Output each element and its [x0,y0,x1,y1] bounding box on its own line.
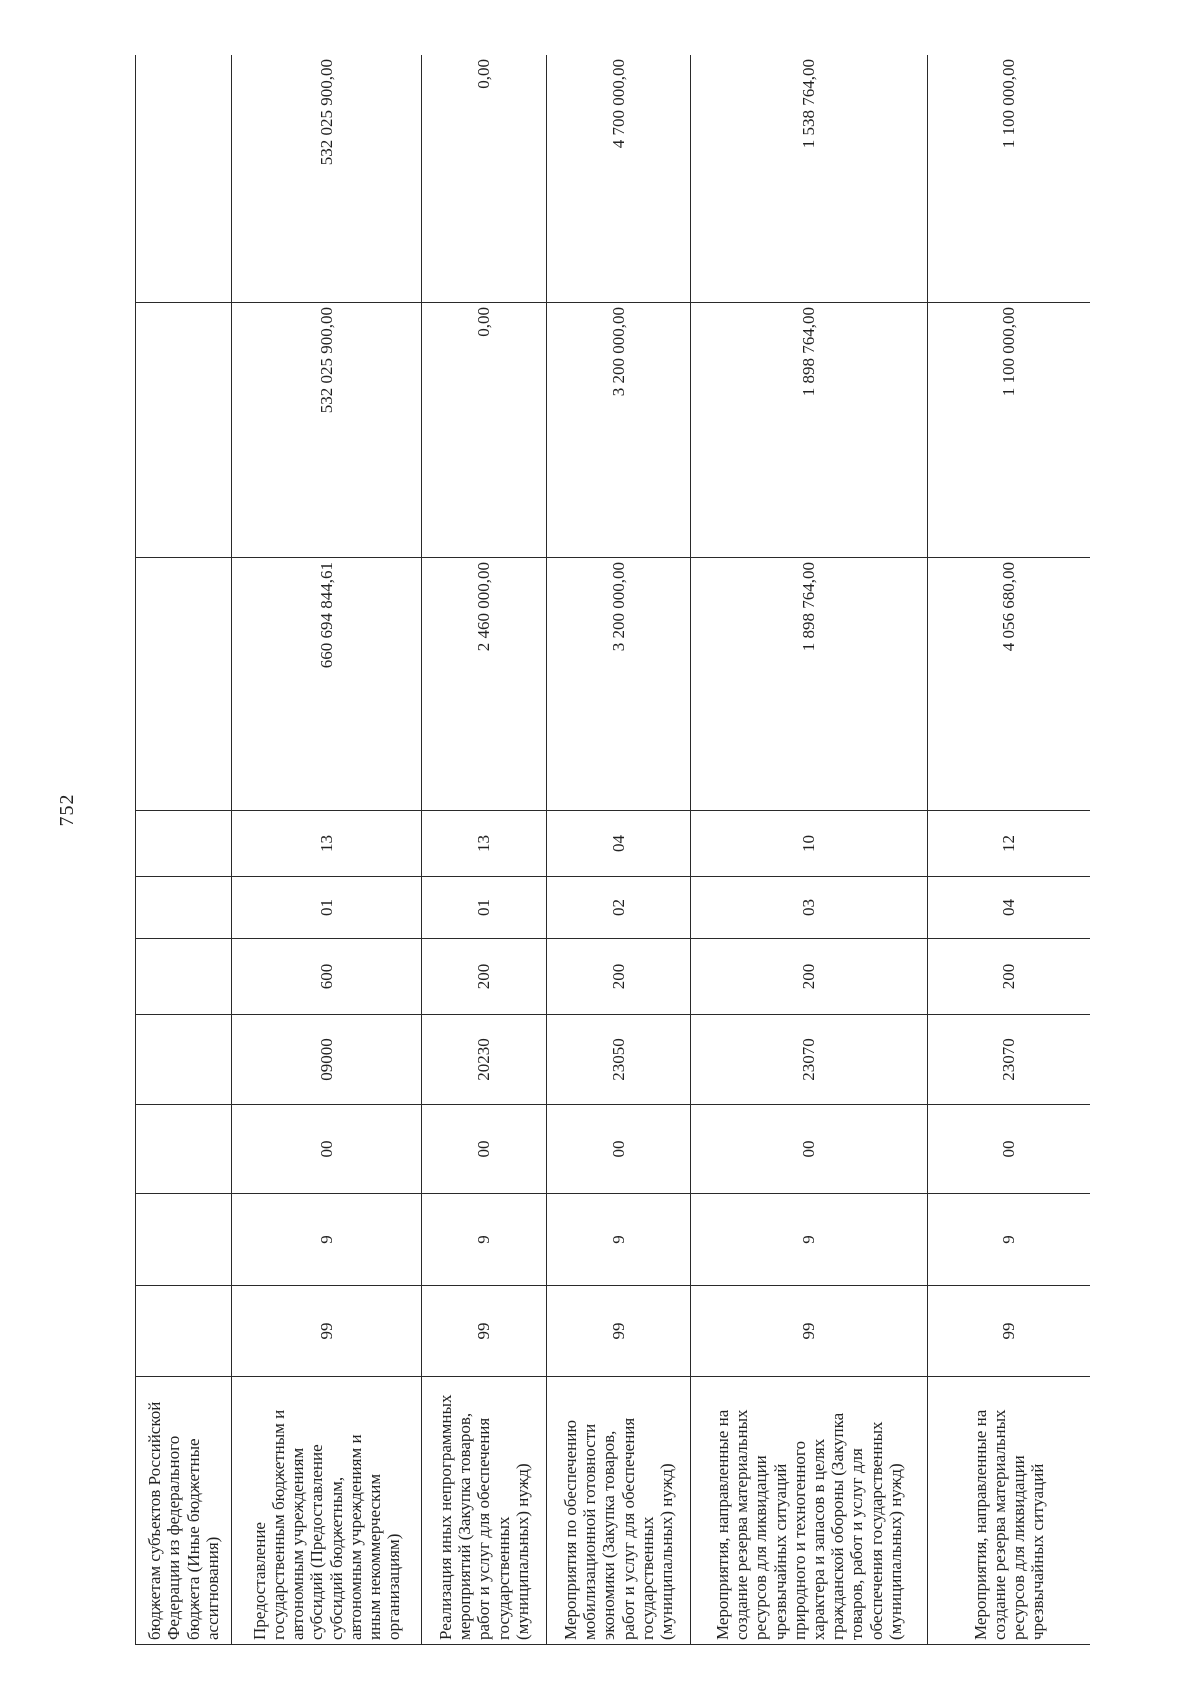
amount-cell: 2 460 000,00 [422,558,547,811]
code-cell: 04 [547,811,691,877]
amount-cell: 1 100 000,00 [928,303,1091,558]
table-row [547,55,691,1645]
code-cell [136,1105,232,1194]
code-cell: 23070 [691,1015,928,1105]
code-cell: 99 [928,1286,1091,1377]
amount-cell: 532 025 900,00 [232,55,422,303]
code-cell: 01 [232,877,422,939]
row-description: Мероприятия, направленные на создание резерва материальных ресурсов для ликвидации чрезвычайных ситуаций природного и техногенного характера и запасов в целях гражданской обороны (Закупка товаров, работ и услуг для обеспечения государственных (муниципальных) нужд) [691,1377,928,1645]
amount-cell: 0,00 [422,303,547,558]
amount-cell: 1 538 764,00 [691,55,928,303]
code-cell [136,877,232,939]
amount-cell: 1 898 764,00 [691,303,928,558]
table-row [232,55,422,1645]
code-cell: 00 [547,1105,691,1194]
code-cell: 13 [422,811,547,877]
code-cell: 00 [928,1105,1091,1194]
row-description: Мероприятия по обеспечению мобилизационной готовности экономики (Закупка товаров, работ и услуг для обеспечения государственных (муниципальных) нужд) [547,1377,691,1645]
code-cell [136,811,232,877]
code-cell: 13 [232,811,422,877]
code-cell: 9 [691,1194,928,1286]
code-cell [136,939,232,1015]
code-cell: 02 [547,877,691,939]
code-cell: 9 [232,1194,422,1286]
table-body [136,55,1091,1645]
code-cell: 99 [691,1286,928,1377]
amount-cell: 3 200 000,00 [547,558,691,811]
code-cell: 600 [232,939,422,1015]
code-cell: 04 [928,877,1091,939]
rotated-table-frame [135,55,1090,1645]
code-cell: 00 [691,1105,928,1194]
code-cell: 99 [547,1286,691,1377]
table-row [928,55,1091,1645]
row-description: Мероприятия, направленные на создание резерва материальных ресурсов для ликвидации чрезвычайных ситуаций [928,1377,1091,1645]
code-cell: 200 [422,939,547,1015]
code-cell: 00 [232,1105,422,1194]
code-cell: 200 [691,939,928,1015]
row-description: Предоставление государственным бюджетным и автономным учреждениям субсидий (Предоставление субсидий бюджетным, автономным учреждениям и иным некоммерческим организациям) [232,1377,422,1645]
code-cell: 23070 [928,1015,1091,1105]
amount-cell: 4 056 680,00 [928,558,1091,811]
code-cell [136,1015,232,1105]
rotated-table-container [135,55,1090,1645]
code-cell: 23050 [547,1015,691,1105]
code-cell: 01 [422,877,547,939]
amount-cell: 660 694 844,61 [232,558,422,811]
code-cell: 200 [547,939,691,1015]
code-cell: 9 [928,1194,1091,1286]
code-cell: 10 [691,811,928,877]
table-row [691,55,928,1645]
code-cell: 00 [422,1105,547,1194]
code-cell: 9 [547,1194,691,1286]
amount-cell: 1 898 764,00 [691,558,928,811]
code-cell: 09000 [232,1015,422,1105]
amount-cell: 1 100 000,00 [928,55,1091,303]
amount-cell: 532 025 900,00 [232,303,422,558]
amount-cell [136,558,232,811]
table-row [136,55,232,1645]
code-cell: 20230 [422,1015,547,1105]
amount-cell: 4 700 000,00 [547,55,691,303]
table-row [422,55,547,1645]
row-description: бюджетам субъектов Российской Федерации из федерального бюджета (Иные бюджетные ассигнования) [136,1377,232,1645]
amount-cell [136,303,232,558]
code-cell: 9 [422,1194,547,1286]
page-number: 752 [56,793,78,827]
budget-table [135,55,1090,1645]
code-cell: 200 [928,939,1091,1015]
amount-cell: 0,00 [422,55,547,303]
amount-cell [136,55,232,303]
code-cell: 99 [422,1286,547,1377]
code-cell [136,1194,232,1286]
code-cell: 99 [232,1286,422,1377]
code-cell: 12 [928,811,1091,877]
code-cell [136,1286,232,1377]
code-cell: 03 [691,877,928,939]
row-description: Реализация иных непрограммных мероприятий (Закупка товаров, работ и услуг для обеспечения государственных (муниципальных) нужд) [422,1377,547,1645]
amount-cell: 3 200 000,00 [547,303,691,558]
